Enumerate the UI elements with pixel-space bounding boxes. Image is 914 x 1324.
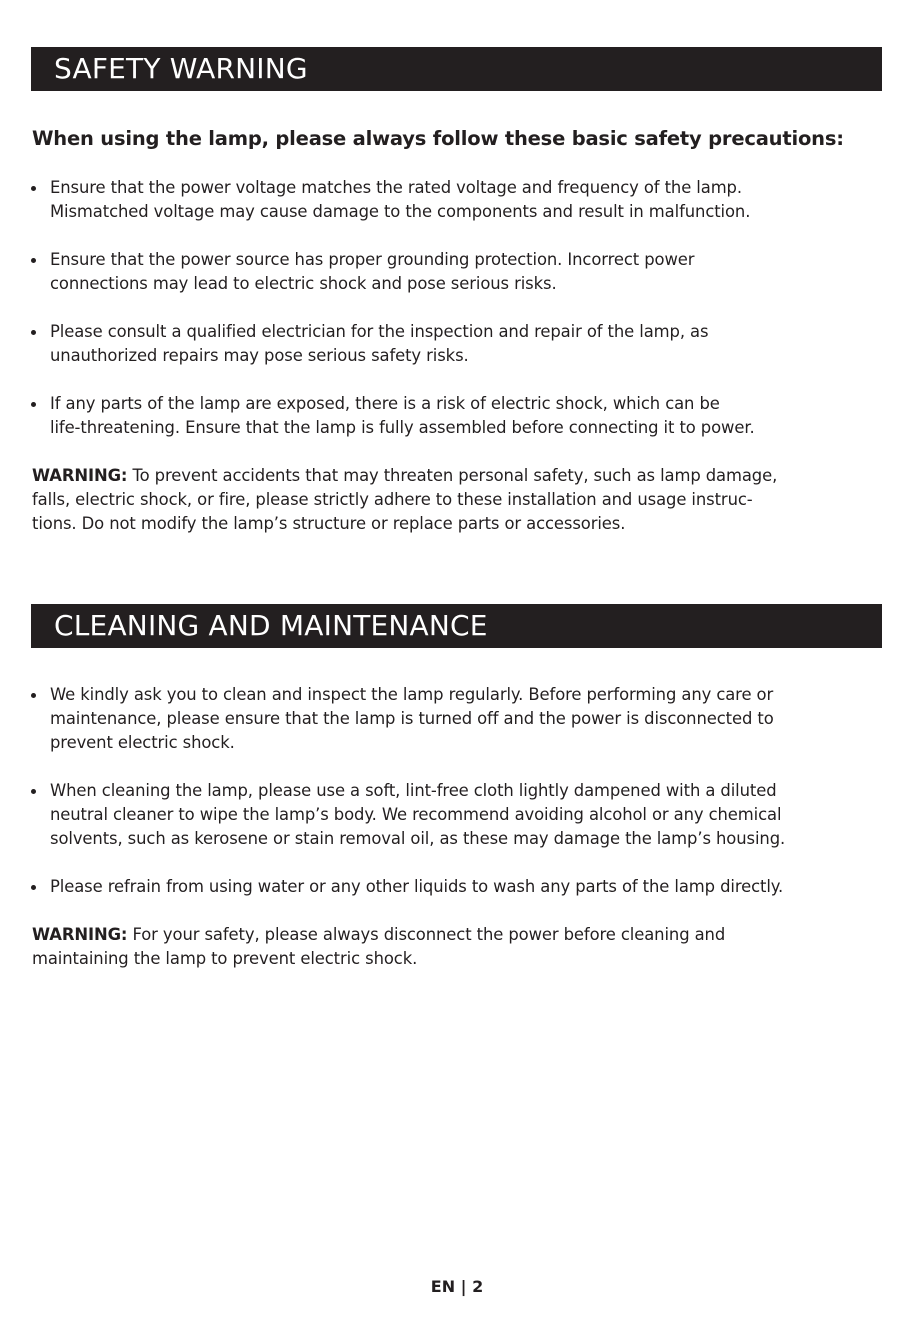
- bullet-dot-icon: [31, 885, 36, 890]
- cleaning-maintenance-heading: CLEANING AND MAINTENANCE: [31, 604, 882, 648]
- warning-text: To prevent accidents that may threaten personal safety, such as lamp damage,: [127, 466, 778, 485]
- bullet-line: If any parts of the lamp are exposed, there is a risk of electric shock, which can be: [50, 394, 720, 413]
- safety-intro: When using the lamp, please always follow these basic safety precautions:: [32, 127, 844, 150]
- bullet-line: solvents, such as kerosene or stain removal oil, as these may damage the lamp’s housing.: [50, 829, 786, 848]
- bullet-line: Mismatched voltage may cause damage to the components and result in malfunction.: [50, 202, 751, 221]
- bullet-line: We kindly ask you to clean and inspect the lamp regularly. Before performing any care or: [50, 685, 774, 704]
- warning-text: maintaining the lamp to prevent electric shock.: [32, 949, 418, 968]
- bullet-dot-icon: [31, 402, 36, 407]
- warning-label: WARNING:: [32, 925, 128, 944]
- warning-text: tions. Do not modify the lamp’s structure or replace parts or accessories.: [32, 514, 626, 533]
- bullet-dot-icon: [31, 789, 36, 794]
- list-item: [0, 248, 755, 296]
- bullet-line: Please refrain from using water or any other liquids to wash any parts of the lamp directly.: [50, 877, 784, 896]
- warning-text: For your safety, please always disconnect the power before cleaning and: [127, 925, 726, 944]
- cleaning-bullet-list: [0, 683, 785, 899]
- list-item: [0, 320, 755, 368]
- bullet-line: connections may lead to electric shock and pose serious risks.: [50, 274, 557, 293]
- bullet-line: life-threatening. Ensure that the lamp is fully assembled before connecting it to power.: [50, 418, 755, 437]
- bullet-dot-icon: [31, 330, 36, 335]
- warning-text: falls, electric shock, or fire, please strictly adhere to these installation and usage instruc-: [32, 490, 753, 509]
- bullet-dot-icon: [31, 693, 36, 698]
- bullet-dot-icon: [31, 186, 36, 191]
- bullet-line: Ensure that the power voltage matches the rated voltage and frequency of the lamp.: [50, 178, 742, 197]
- bullet-line: When cleaning the lamp, please use a soft, lint-free cloth lightly dampened with a diluted: [50, 781, 777, 800]
- bullet-line: prevent electric shock.: [50, 733, 235, 752]
- warning-label: WARNING:: [32, 466, 128, 485]
- list-item: [0, 683, 785, 755]
- bullet-line: maintenance, please ensure that the lamp is turned off and the power is disconnected to: [50, 709, 774, 728]
- list-item: [0, 392, 755, 440]
- safety-warning-paragraph: [32, 464, 777, 536]
- bullet-dot-icon: [31, 258, 36, 263]
- page-number: EN | 2: [430, 1277, 484, 1296]
- bullet-line: Please consult a qualified electrician for the inspection and repair of the lamp, as: [50, 322, 709, 341]
- bullet-line: unauthorized repairs may pose serious safety risks.: [50, 346, 469, 365]
- safety-warning-heading: SAFETY WARNING: [31, 47, 882, 91]
- cleaning-warning-paragraph: [32, 923, 725, 971]
- bullet-line: neutral cleaner to wipe the lamp’s body. We recommend avoiding alcohol or any chemical: [50, 805, 782, 824]
- list-item: [0, 875, 785, 899]
- list-item: [0, 779, 785, 851]
- safety-bullet-list: [0, 176, 755, 440]
- list-item: [0, 176, 755, 224]
- bullet-line: Ensure that the power source has proper grounding protection. Incorrect power: [50, 250, 695, 269]
